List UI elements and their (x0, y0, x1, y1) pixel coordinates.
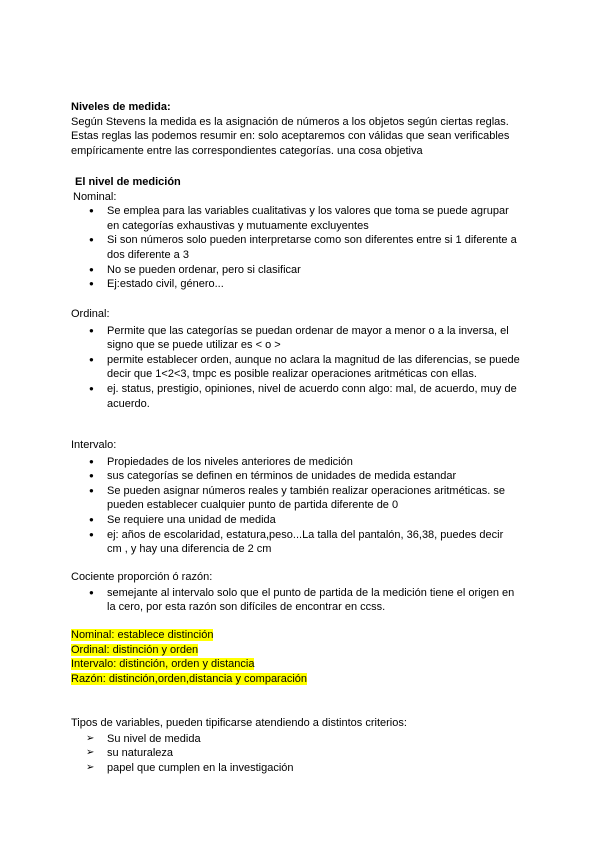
list-item: ● Se emplea para las variables cualitativas y los valores que toma se puede agrupar en categorías exhaustivas y mutuamente excluyentes (71, 204, 531, 233)
highlighted-text: Razón: distinción,orden,distancia y comparación (71, 672, 308, 685)
list-item: ● No se pueden ordenar, pero si clasificar (71, 263, 531, 278)
list-item: ● permite establecer orden, aunque no aclara la magnitud de las diferencias, se puede decir que 1<2<3, tmpc es posible realizar operaciones aritméticas con ellas. (71, 353, 531, 382)
cociente-section (71, 570, 531, 615)
list-item: ● Se pueden asignar números reales y también realizar operaciones aritméticas. se pueden establecer cualquier punto de partida diferente de 0 (71, 484, 531, 513)
ordinal-section (71, 307, 531, 411)
highlighted-text: Nominal: establece distinción (71, 629, 214, 641)
highlighted-text: Intervalo: distinción, orden y distancia (71, 658, 255, 671)
paragraph-line: Según Stevens la medida es la asignación de números a los objetos según ciertas reglas. (71, 115, 509, 128)
list-item: ➢ Su nivel de medida (71, 732, 531, 747)
list-item: ● Ej:estado civil, género... (71, 277, 531, 292)
summary-section (71, 628, 531, 686)
intervalo-list (71, 455, 531, 557)
list-item: ● Se requiere una unidad de medida (71, 513, 531, 528)
cociente-label: Cociente proporción ó razón: (71, 571, 213, 583)
intervalo-label: Intervalo: (71, 439, 117, 451)
ordinal-label: Ordinal: (71, 308, 110, 320)
list-item: ● ej: años de escolaridad, estatura,peso...La talla del pantalón, 36,38, puedes decir cm , y hay una diferencia de 2 cm (71, 528, 531, 557)
paragraph-line: empíricamente entre las correspondientes categorías. una cosa objetiva (71, 144, 423, 157)
list-item: ➢ su naturaleza (71, 746, 531, 761)
nivel-section (71, 175, 531, 292)
nominal-list (71, 204, 531, 292)
summary-line (71, 643, 531, 658)
summary-line (71, 628, 531, 643)
list-item: ● sus categorías se definen en términos de unidades de medida estandar (71, 469, 531, 484)
list-item: ● semejante al intervalo solo que el punto de partida de la medición tiene el origen en la cero, por esta razón son difíciles de encontrar en ccss. (71, 586, 531, 615)
section-title: Niveles de medida: (71, 101, 171, 113)
nominal-label: Nominal: (73, 190, 117, 203)
list-item: ● Permite que las categorías se puedan ordenar de mayor a menor o a la inversa, el signo que se puede utilizar es < o > (71, 324, 531, 353)
summary-line (71, 672, 531, 687)
ordinal-list (71, 324, 531, 412)
list-item: ● Propiedades de los niveles anteriores de medición (71, 455, 531, 470)
highlighted-text: Ordinal: distinción y orden (71, 643, 199, 656)
paragraph-line: Estas reglas las podemos resumir en: solo aceptaremos con válidas que sean verificables (71, 130, 510, 143)
list-item: ➢ papel que cumplen en la investigación (71, 761, 531, 776)
tipos-list (71, 732, 531, 776)
section-title: El nivel de medición (75, 176, 181, 188)
cociente-list (71, 586, 531, 615)
intervalo-section (71, 438, 531, 557)
summary-line (71, 657, 531, 672)
list-item: ● Si son números solo pueden interpretarse como son diferentes entre si 1 diferente a dos diferente a 3 (71, 233, 531, 262)
list-item: ● ej. status, prestigio, opiniones, nivel de acuerdo conn algo: mal, de acuerdo, muy de acuerdo. (71, 382, 531, 411)
intro-section (71, 100, 531, 158)
tipos-intro: Tipos de variables, pueden tipificarse atendiendo a distintos criterios: (71, 717, 407, 729)
tipos-section (71, 716, 531, 775)
